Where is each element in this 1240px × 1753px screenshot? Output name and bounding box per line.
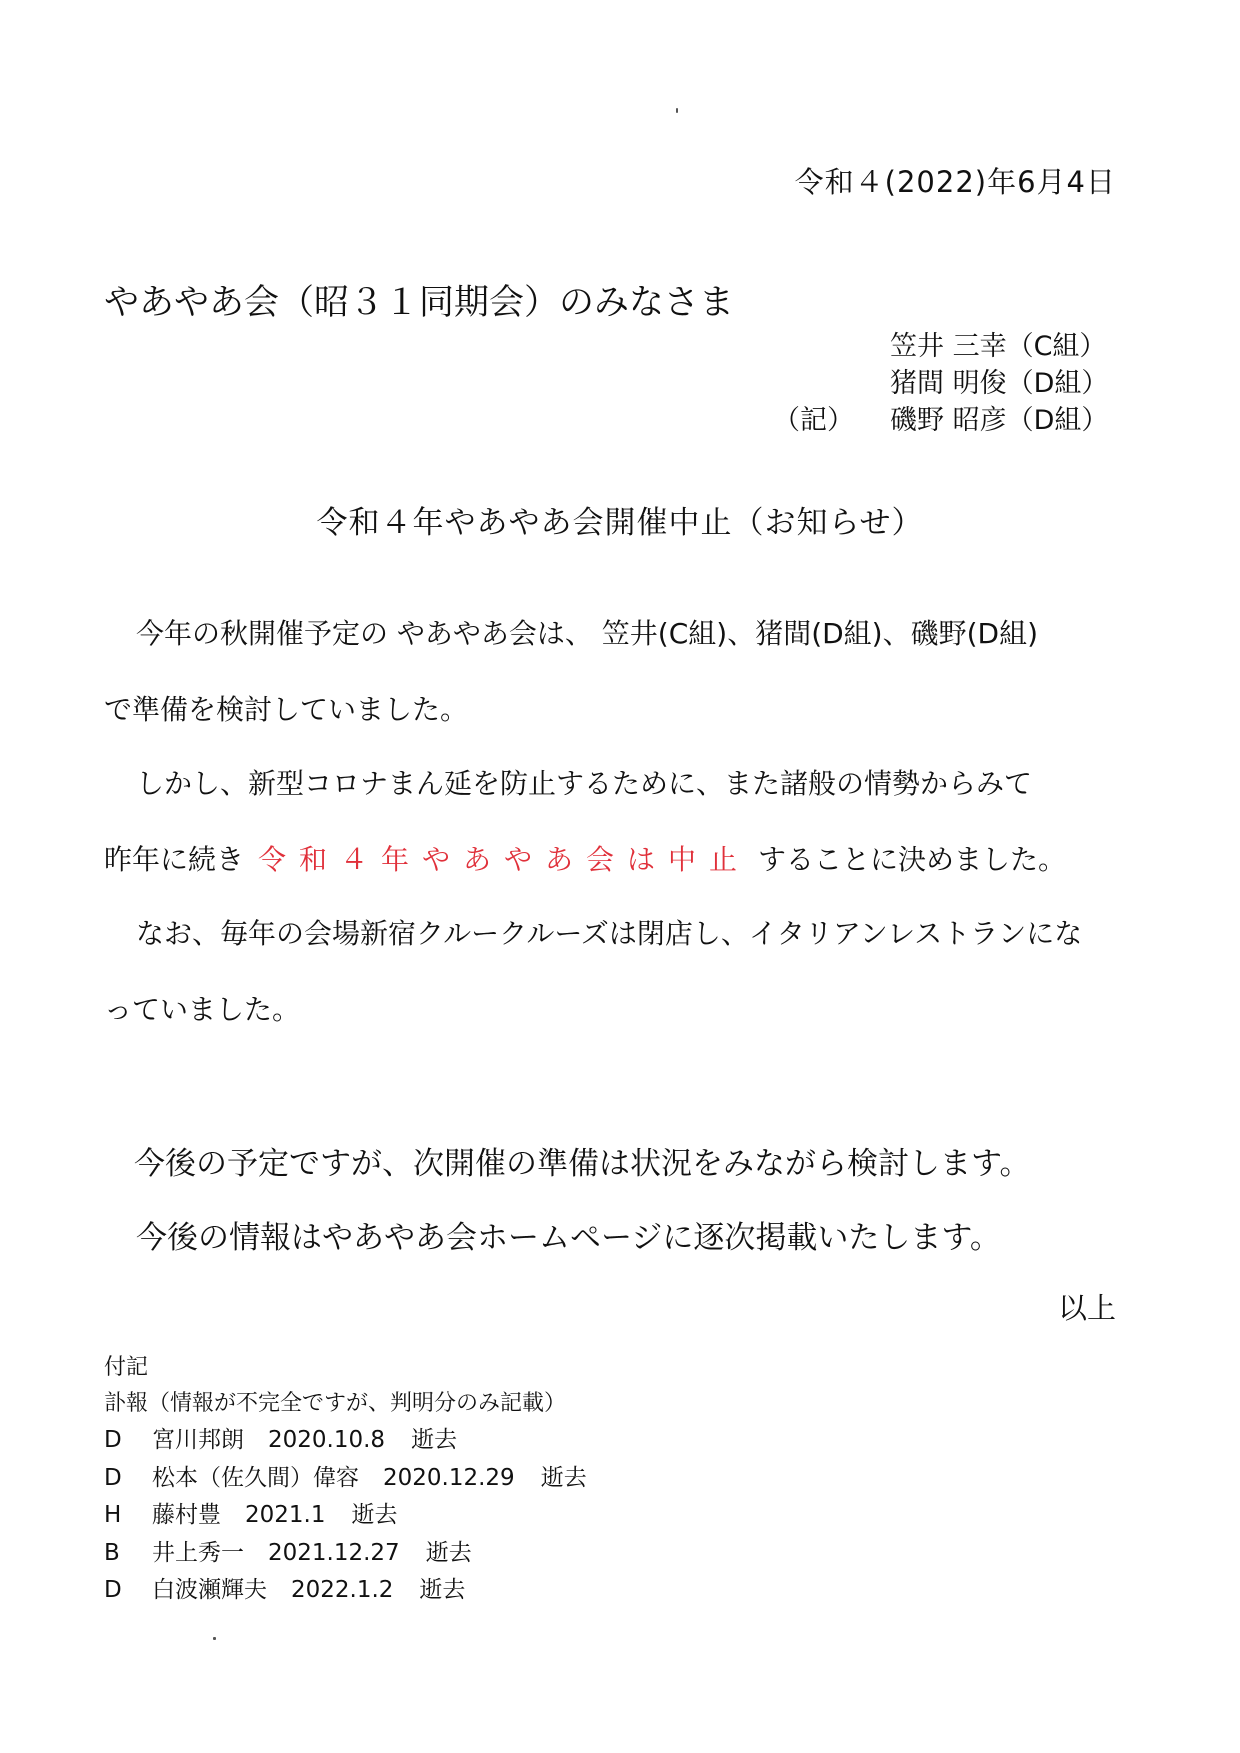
future-info-line: 今後の情報はやあやあ会ホームページに逐次掲載いたします。: [136, 1220, 1001, 1256]
obituary-class: H: [104, 1502, 122, 1528]
obituary-name: 宮川邦朗: [152, 1427, 244, 1453]
future-plan-line: 今後の予定ですが、次開催の準備は状況をみながら検討します。: [134, 1146, 1031, 1182]
obituary-name: 松本（佐久間）偉容: [152, 1464, 359, 1491]
appendix-title: 付記: [104, 1355, 149, 1380]
body-paragraph-1: 今年の秋開催予定の やあやあ会は、 笠井(C組)、猪間(D組)、磯野(D組): [136, 617, 1039, 650]
sender-list: [642, 328, 1112, 439]
addressee: やあやあ会（昭３１同期会）のみなさま: [104, 283, 735, 323]
cancellation-highlight: 令和４年やあやあ会は中止: [258, 843, 751, 876]
obituary-note: 逝去: [425, 1539, 472, 1566]
obituary-date: 2021.1: [245, 1502, 326, 1528]
sender-name: 猪間 明俊（D組）: [890, 368, 1109, 399]
obituary-note: 逝去: [411, 1427, 458, 1453]
obituary-row: [104, 1572, 587, 1610]
obituary-date: 2022.1.2: [291, 1577, 394, 1603]
obituary-class: D: [104, 1577, 122, 1603]
closing-word: 以上: [1057, 1291, 1116, 1325]
obituary-note: 逝去: [351, 1502, 398, 1528]
obituary-list: [104, 1422, 587, 1610]
document-title: 令和４年やあやあ会開催中止（お知らせ）: [316, 505, 924, 541]
document-date: 令和４(2022)年6月4日: [794, 165, 1116, 199]
obituary-class: D: [104, 1427, 122, 1453]
obituary-date: 2020.10.8: [268, 1427, 386, 1453]
obituary-class: B: [104, 1539, 120, 1566]
body-paragraph-3: しかし、新型コロナまん延を防止するために、また諸般の情勢からみて: [136, 767, 1033, 800]
obituary-row: [104, 1535, 587, 1573]
obituary-date: 2020.12.29: [383, 1464, 515, 1491]
obituary-title: 訃報（情報が不完全ですが、判明分のみ記載）: [104, 1391, 567, 1416]
scan-speck: [213, 1637, 216, 1640]
obituary-note: 逝去: [540, 1464, 587, 1491]
obituary-name: 井上秀一: [152, 1539, 244, 1566]
sender-line: [642, 328, 1112, 365]
body-text: 昨年に続き: [104, 843, 245, 876]
body-text: することに決めました。: [758, 843, 1067, 876]
body-paragraph-4: [104, 838, 1066, 878]
sender-name: 笠井 三幸（C組）: [890, 331, 1107, 362]
scan-speck: [676, 108, 678, 113]
body-paragraph-6: っていました。: [104, 993, 301, 1026]
sender-name: 磯野 昭彦（D組）: [890, 405, 1109, 436]
sender-line: [642, 365, 1112, 402]
sender-line: [642, 402, 1112, 439]
obituary-row: [104, 1422, 587, 1460]
obituary-name: 藤村豊: [152, 1502, 221, 1528]
body-paragraph-5: なお、毎年の会場新宿クルークルーズは閉店し、イタリアンレストランにな: [136, 917, 1083, 950]
obituary-row: [104, 1497, 587, 1535]
obituary-name: 白波瀬輝夫: [152, 1577, 267, 1603]
obituary-note: 逝去: [419, 1577, 466, 1603]
obituary-class: D: [104, 1464, 122, 1491]
body-paragraph-2: で準備を検討していました。: [104, 693, 469, 726]
sender-mark-writer: （記）: [773, 405, 854, 436]
obituary-row: [104, 1460, 587, 1498]
obituary-date: 2021.12.27: [268, 1539, 400, 1566]
